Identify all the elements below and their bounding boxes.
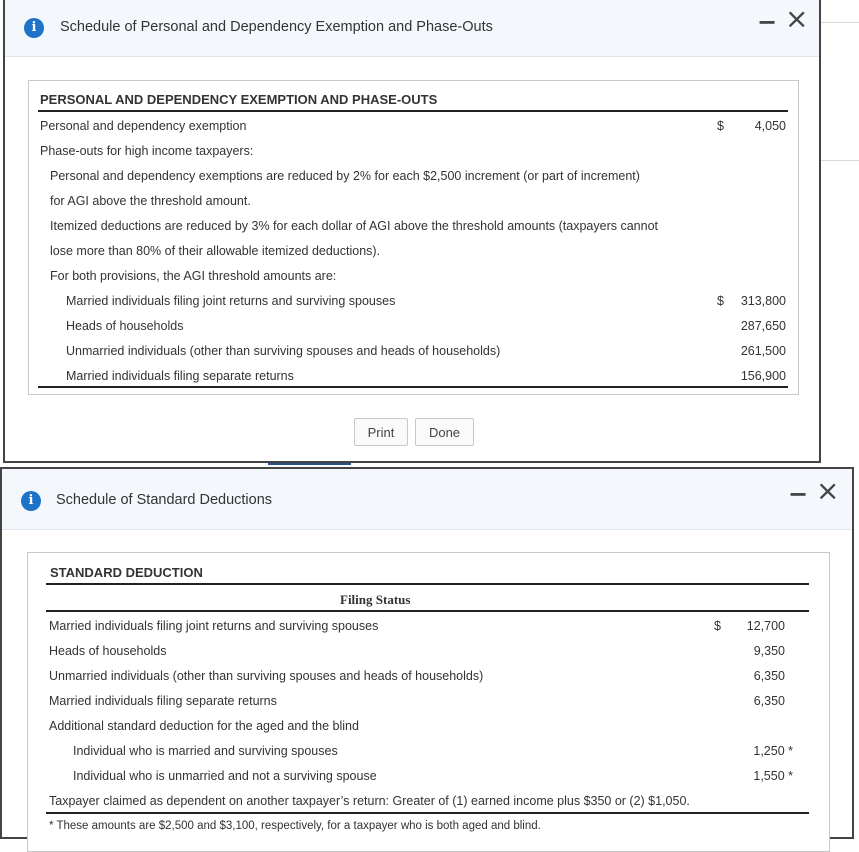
- filing-status-label: Married individuals filing separate returns: [49, 694, 277, 708]
- exemption-dialog: [3, 0, 821, 463]
- exemption-value: 4,050: [754, 119, 786, 133]
- threshold-label: Married individuals filing joint returns and surviving spouses: [66, 294, 396, 308]
- dialog-title: Schedule of Standard Deductions: [56, 492, 273, 508]
- aged-blind-label: Individual who is married and surviving spouses: [73, 744, 338, 758]
- aged-blind-value: 1,550 *: [753, 769, 793, 783]
- info-icon: i: [24, 18, 44, 38]
- threshold-label: Heads of households: [66, 319, 184, 333]
- phaseout-text-line: For both provisions, the AGI threshold amounts are:: [50, 269, 337, 283]
- filing-status-label: Heads of households: [49, 644, 167, 658]
- info-icon: i: [21, 491, 41, 511]
- background-divider: [820, 160, 859, 161]
- aged-blind-label: Individual who is unmarried and not a surviving spouse: [73, 769, 377, 783]
- threshold-value: 287,650: [740, 319, 786, 333]
- print-button[interactable]: Print: [354, 418, 408, 446]
- dialog-header: [5, 0, 819, 57]
- filing-status-label: Married individuals filing joint returns and surviving spouses: [49, 619, 379, 633]
- phaseout-text-line: Personal and dependency exemptions are reduced by 2% for each $2,500 increment (or part of increment): [50, 169, 640, 183]
- phaseout-text-line: for AGI above the threshold amount.: [50, 194, 251, 208]
- additional-deduction-label: Additional standard deduction for the aged and the blind: [49, 719, 359, 733]
- minimize-icon[interactable]: −: [757, 8, 778, 36]
- phaseout-text-line: Itemized deductions are reduced by 3% for each dollar of AGI above the threshold amounts (taxpayers cannot: [50, 219, 658, 233]
- dialog-header: [2, 469, 852, 530]
- filing-status-dollar: $: [714, 619, 721, 633]
- threshold-label: Married individuals filing separate returns: [66, 369, 294, 383]
- minimize-icon[interactable]: −: [788, 480, 809, 508]
- filing-status-value: 6,350: [753, 694, 785, 708]
- phaseout-text-line: lose more than 80% of their allowable itemized deductions).: [50, 244, 381, 258]
- filing-status-label: Unmarried individuals (other than surviving spouses and heads of households): [49, 669, 484, 683]
- filing-status-value: 9,350: [753, 644, 785, 658]
- bottom-rule: [38, 386, 788, 388]
- section-title: STANDARD DEDUCTION: [50, 565, 203, 580]
- section-title: PERSONAL AND DEPENDENCY EXEMPTION AND PHASE-OUTS: [40, 92, 438, 107]
- standard-deduction-panel: [27, 552, 830, 852]
- done-button[interactable]: Done: [415, 418, 474, 446]
- background-divider: [820, 22, 859, 23]
- dependent-note: Taxpayer claimed as dependent on another taxpayer’s return: Greater of (1) earned income plus $350 or (2) $1,050.: [49, 794, 690, 808]
- filing-status-header: Filing Status: [340, 592, 411, 607]
- close-icon[interactable]: ×: [816, 474, 840, 507]
- exemption-panel: [28, 80, 799, 395]
- close-icon[interactable]: ×: [785, 2, 809, 35]
- exemption-label: Personal and dependency exemption: [40, 119, 247, 133]
- exemption-dollar: $: [717, 119, 724, 133]
- aged-blind-value: 1,250 *: [753, 744, 793, 758]
- filing-status-value: 12,700: [746, 619, 785, 633]
- section-rule: [46, 583, 809, 585]
- standard-deduction-dialog: [0, 467, 854, 839]
- section-rule: [38, 110, 788, 112]
- dialog-title: Schedule of Personal and Dependency Exemption and Phase-Outs: [60, 19, 493, 35]
- header-rule: [46, 610, 809, 612]
- threshold-dollar: $: [717, 294, 724, 308]
- threshold-label: Unmarried individuals (other than surviving spouses and heads of households): [66, 344, 501, 358]
- threshold-value: 261,500: [740, 344, 786, 358]
- phaseouts-label: Phase-outs for high income taxpayers:: [40, 144, 254, 158]
- filing-status-value: 6,350: [753, 669, 785, 683]
- note-rule: [46, 812, 809, 814]
- footnote: * These amounts are $2,500 and $3,100, respectively, for a taxpayer who is both aged and blind.: [49, 820, 541, 832]
- threshold-value: 313,800: [740, 294, 786, 308]
- threshold-value: 156,900: [740, 369, 786, 383]
